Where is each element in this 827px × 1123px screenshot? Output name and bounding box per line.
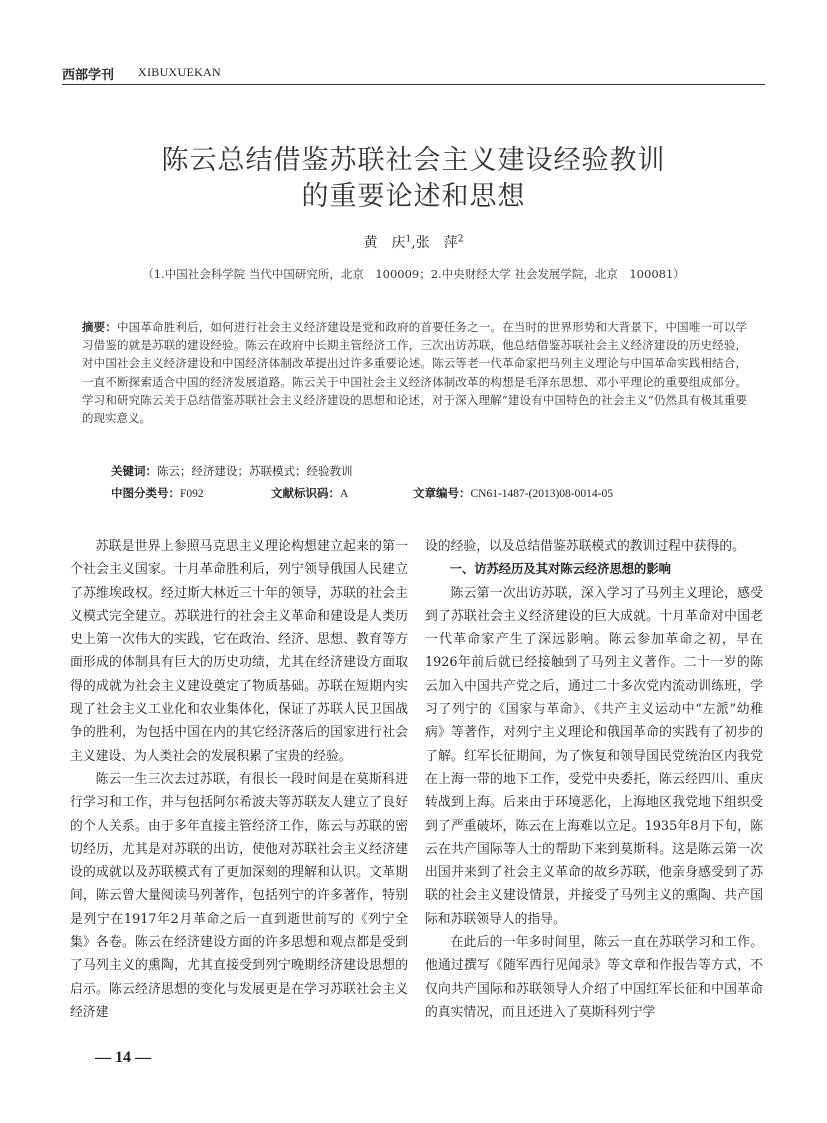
abstract (82, 318, 747, 427)
author-1: 黄 庆 (363, 235, 406, 251)
article-number-value: CN61-1487-(2013)08-0014-05 (470, 488, 613, 500)
document-code-label: 文献标识码： (271, 486, 340, 500)
body-paragraph: 苏联是世界上参照马克思主义理论构想建立起来的第一个社会主义国家。十月革命胜利后，列宁领导俄国人民建立了苏维埃政权。经过斯大林近三十年的领导，苏联的社会主义模式完全建立。苏联进行的社会主义革命和建设是人类历史上第一次伟大的实践，它在政治、经济、思想、教育等方面形成的体制具有巨大的历史功绩，尤其在经济建设方面取得的成就为社会主义建设奠定了物质基础。苏联在短期内实现了社会主义工业化和农业集体化，保证了苏联人民卫国战争的胜利，为包括中国在内的其它经济落后的国家进行社会主义建设、为人类社会的发展积累了宝贵的经验。 (70, 539, 408, 764)
body-paragraph: 陈云第一次出访苏联，深入学习了马列主义理论，感受到了苏联社会主义经济建设的巨大成就。十月革命对中国老一代革命家产生了深远影响。陈云参加革命之初，早在1926年前后就已经接触到了马列主义著作。二十一岁的陈云加入中国共产党之后，通过二十多次党内流动训练班，学习了列宁的《国家与革命》、《共产主义运动中“左派”幼稚病》等著作，对列宁主义理论和俄国革命的实践有了初步的了解。红军长征期间，为了恢复和领导国民党统治区内我党在上海一带的地下工作，受党中央委托，陈云经四川、重庆转战到上海。后来由于环境恶化，上海地区我党地下组织受到了严重破坏，陈云在上海难以立足。1935年8月下旬，陈云在共产国际等人士的帮助下来到莫斯科。这是陈云第一次出国并来到了社会主义革命的故乡苏联，他亲身感受到了苏联的社会主义建设情景，并接受了马列主义的熏陶、共产国际和苏联领导人的指导。 (425, 585, 763, 927)
author-2-affil-mark: 2 (457, 234, 464, 245)
author-line (0, 232, 827, 252)
clc-number (111, 485, 204, 501)
article-number (413, 485, 613, 501)
header-rule (62, 84, 765, 85)
article-number-label: 文章编号： (413, 486, 471, 500)
body-paragraph: 设的经验，以及总结借鉴苏联模式的教训过程中获得的。 (425, 539, 745, 554)
journal-name: 西部学刊 (62, 68, 115, 83)
article-title-line2: 的重要论述和思想 (301, 181, 526, 212)
document-code (271, 485, 348, 501)
journal-pinyin: XIBUXUEKAN (138, 65, 221, 79)
author-1-affil-mark: 1 (405, 234, 412, 245)
body-paragraph: 陈云一生三次去过苏联，有很长一段时间是在莫斯科进行学习和工作，并与包括阿尔希波夫等苏联友人建立了良好的个人关系。由于多年直接主管经济工作，陈云与苏联的密切经历，尤其是对苏联的出访，使他对苏联社会主义经济建设的成就以及苏联模式有了更加深刻的理解和认识。文革期间，陈云曾大量阅读马列著作，包括列宁的许多著作，特别是列宁在1917年2月革命之后一直到逝世前写的《列宁全集》各卷。陈云在经济建设方面的许多思想和观点都是受到了马列主义的熏陶，尤其直接受到列宁晚期经济建设思想的启示。陈云经济思想的变化与发展更是在学习苏联社会主义经济建 (70, 771, 408, 1020)
document-code-value: A (340, 488, 349, 500)
abstract-text: 中国革命胜利后，如何进行社会主义经济建设是党和政府的首要任务之一。在当时的世界形势和大背景下，中国唯一可以学习借鉴的就是苏联的建设经验。陈云在政府中长期主管经济工作，三次出访苏联，他总结借鉴苏联社会主义经济建设的历史经验，对中国社会主义经济建设和中国经济体制改革提出过许多重要论述。陈云等老一代革命家把马列主义理论与中国革命实践相结合，一直不断探索适合中国的经济发展道路。陈云关于中国社会主义经济体制改革的构想是毛泽东思想、邓小平理论的重要组成部分。学习和研究陈云关于总结借鉴苏联社会主义经济建设的思想和论述，对于深入理解“建设有中国特色的社会主义”仍然具有极其重要的现实意义。 (82, 320, 748, 426)
page-number: — 14 — (95, 1049, 151, 1066)
author-2: 张 萍 (415, 235, 458, 251)
keywords (111, 463, 353, 479)
running-header (62, 64, 765, 88)
article-title-line1: 陈云总结借鉴苏联社会主义建设经验教训 (161, 145, 666, 176)
body-paragraph: 在此后的一年多时间里，陈云一直在苏联学习和工作。他通过撰写《随军西行见闻录》等文章和作报告等方式，不仅向共产国际和苏联领导人介绍了中国红军长征和中国革命的真实情况，而且还进入了莫斯科列宁学 (425, 935, 763, 1020)
abstract-label: 摘要： (82, 320, 118, 334)
keywords-text: 陈云；经济建设；苏联模式；经验教训 (157, 464, 353, 478)
section-heading: 一、访苏经历及其对陈云经济思想的影响 (449, 562, 671, 577)
body-column-right (425, 535, 763, 1024)
clc-label: 中图分类号： (111, 486, 180, 500)
affiliations: （1.中国社会科学院 当代中国研究所，北京 100009；2.中央财经大学 社会发展学院，北京 100081） (142, 267, 685, 281)
body-column-left (70, 535, 408, 1024)
clc-value: F092 (180, 488, 204, 500)
keywords-label: 关键词： (111, 464, 157, 478)
author-separator: , (411, 235, 416, 251)
